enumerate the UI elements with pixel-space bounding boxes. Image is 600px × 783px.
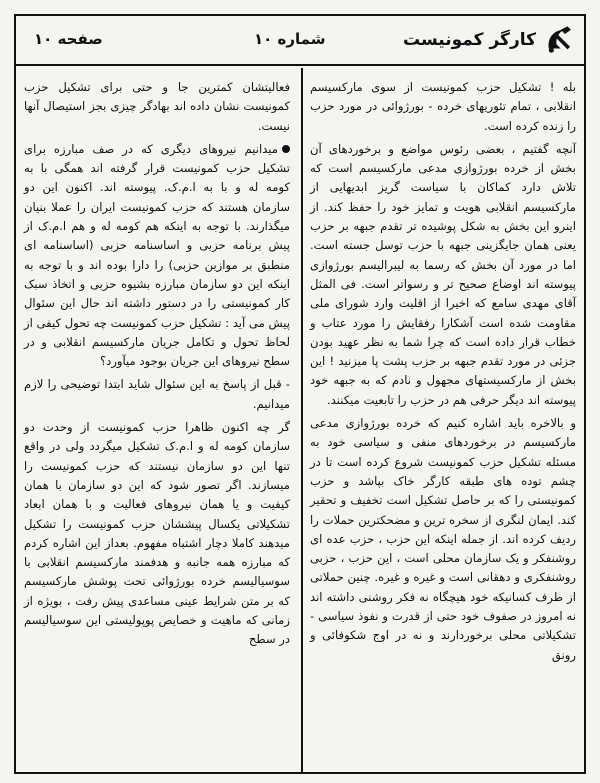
page-header <box>16 16 584 66</box>
article-body <box>16 68 584 772</box>
issue-number: شماره ۱۰ <box>254 30 326 48</box>
paragraph-with-bullet <box>24 140 290 372</box>
paragraph: بله ! تشکیل حزب کمونیست از سوی مارکسیسم انقلابی ، تمام تئوریهای خرده - بورژوائی در مورد حزب را زنده کرده است. <box>310 80 576 133</box>
page-number: صفحه ۱۰ <box>34 30 103 48</box>
publication-logo <box>403 22 576 58</box>
column-divider <box>301 68 303 772</box>
left-column <box>16 68 298 772</box>
right-column <box>302 68 584 772</box>
bullet-icon <box>282 145 290 153</box>
page-frame <box>14 14 586 774</box>
paragraph: گر چه اکنون ظاهرا حزب کمونیست از وحدت دو سازمان کومه له و ا.م.ک تشکیل میگردد ولی در واقع تنها این دو سازمان نیستند که حزب کمونیست را میسازند. اگر تصور شود که این دو سازمان با همان کیفیت و یا همان نیروهای فعالیت و با همان ابعاد تشکیلاتی یکسال پیششان حزب کمونیست را تشکیل میدهند کاملا دچار اشتباه مفهوم. بعداز این اشاره کردم که مبارزه همه جانبه و هدفمند مارکسیسم انقلابی با سوسیالیسم خرده بورژوائی تحت پوشش مارکسیسم که بر متن شرایط عینی مساعدی پیش رفت ، بویژه از زمانی که ماهیت و خصایص پوپولیستی این سوسیالیسم در سطح <box>24 420 290 647</box>
paragraph: و بالاخره باید اشاره کنیم که خرده بورژوازی مدعی مارکسیسم در برخوردهای منفی و سیاسی خود به مسئله تشکیل حزب کمونیست شروع کرده است تا در چشم توده های طبقه کارگر خاک بپاشد و حزب کمونیستی را که بر حاصل تشکیل است تخفیف و تحقیر کند. ایمان لنگری از سخره ترین و مضحکترین حملات را ردیف کرده اند. از جمله اینکه این حزب ، حزب عده ای روشنفکر و یک سازمان محلی است ، این حزب ، حزبی روشنفکری و دهقانی است و غیره و غیره. چنین حملاتی از طرف کسانیکه خود هیچگاه نه فکر روشنی داشته اند نه امروز در صفوف خود حتی از قدرت و نفوذ سیاسی - تشکیلاتی محلی برخوردارند و نه در اوج شکوفائی و رونق <box>310 416 576 662</box>
paragraph: - قبل از پاسخ به این سئوال شاید ابتدا توضیحی را لازم میدانیم. <box>24 377 290 411</box>
publication-title: کارگر کمونیست <box>403 30 536 50</box>
paragraph: آنچه گفتیم ، بعضی رئوس مواضع و برخوردهای آن بخش از خرده بورژوازی مدعی مارکسیسم است که تلاش دارد کماکان با سیاست گریز ابدیهایی از مارکسیسم انقلابی هویت و تمایز خود را حفظ کند. از اینرو این بخش به شکل پوشیده تر تقدم جبهه بر حزب یعنی همان جایگزینی جبهه با حزب توسل جسته است. اما در مورد آن بخش که رسما به لیبرالیسم بورژوازی پیوسته اند اوضاع صحیح تر و رسواتر است. فی المثل آقای مهدی سامع که اخیرا از اقلیت وارد شورای ملی مقاومت شده است آشکارا رفقایش را مورد عتاب و خطاب قرار داده است که چرا شما به نظر عهید بودن جزئی در مورد تقدم جبهه بر حزب پشت پا میزنید ! این بخش از مارکسیستهای مجهول و نادم که به جبهه خود پیوسته اند دیگر حرفی هم در حزب را تابعیت میکنند. <box>310 141 576 407</box>
paragraph-text: میدانیم نیروهای دیگری که در صف مبارزه برای تشکیل حزب کمونیست قرار گرفته اند همگی با به کومه له و با به ا.م.ک. پیوسته اند. اکنون این دو سازمان هستند که حزب کمونیست ایران را عملا بنیان میگذارند. با توجه به اینکه هم کومه له و هم ا.م.ک از پیش برنامه حزبی و اساسنامه حزبی (اساسنامه ای منطبق بر موازین حزبی) را دارا بوده اند و با توجه به اینکه این دو سازمان مبارزه بشیوه حزبی و اتخاذ سبک کار کمونیستی را در دستور داشته اند حال این سئوال پیش می آید : تشکیل حزب کمونیست چه تحول کیفی از لحاظ تحول و تکامل جریان مارکسیسم انقلابی و در سطح نیروهای این جریان بوجود میآورد؟ <box>24 141 290 369</box>
hammer-and-sickle-icon <box>542 23 576 57</box>
paragraph: فعالیتشان کمترین جا و حتی برای تشکیل حزب کمونیست نشان داده اند بهادگر چیزی بجز استیصال آنها نیست. <box>24 80 290 133</box>
